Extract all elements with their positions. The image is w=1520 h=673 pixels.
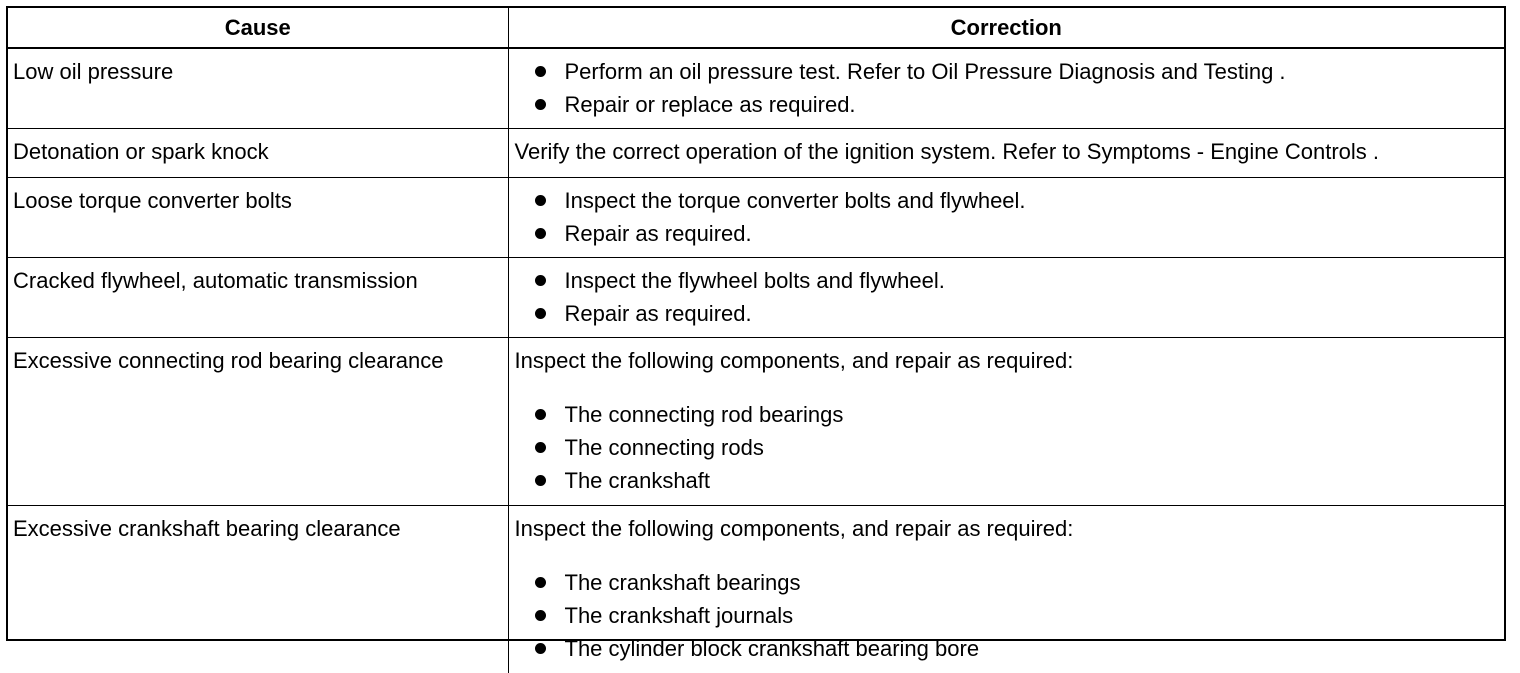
cause-cell: Excessive connecting rod bearing clearance (8, 338, 508, 506)
bullet-list (515, 566, 1497, 665)
list-item (515, 599, 1497, 632)
bullet-icon (535, 475, 546, 486)
list-item-text: The connecting rods (565, 435, 764, 460)
header-row (8, 8, 1504, 48)
diagnostic-table (8, 8, 1504, 673)
bullet-icon (535, 66, 546, 77)
list-item (515, 566, 1497, 599)
list-item (515, 431, 1497, 464)
list-item-text: The connecting rod bearings (565, 402, 844, 427)
list-item (515, 464, 1497, 497)
correction-text: Verify the correct operation of the ignition system. Refer to Symptoms - Engine Controls . (515, 135, 1497, 168)
list-item-text: Inspect the flywheel bolts and flywheel. (565, 268, 945, 293)
list-item (515, 297, 1497, 330)
list-item-text: Inspect the torque converter bolts and flywheel. (565, 188, 1026, 213)
list-item-text: Perform an oil pressure test. Refer to Oil Pressure Diagnosis and Testing . (565, 59, 1286, 84)
list-item-text: Repair as required. (565, 301, 752, 326)
list-item-text: Repair or replace as required. (565, 92, 856, 117)
correction-cell (508, 48, 1504, 129)
header-correction: Correction (508, 8, 1504, 48)
cause-cell: Cracked flywheel, automatic transmission (8, 258, 508, 338)
list-item (515, 184, 1497, 217)
bullet-list (515, 264, 1497, 330)
list-item-text: The crankshaft journals (565, 603, 794, 628)
correction-cell (508, 338, 1504, 506)
bullet-icon (535, 275, 546, 286)
bullet-list (515, 398, 1497, 497)
header-cause: Cause (8, 8, 508, 48)
bullet-icon (535, 577, 546, 588)
correction-text: Inspect the following components, and repair as required: (515, 344, 1497, 377)
correction-cell (508, 178, 1504, 258)
table-row (8, 506, 1504, 673)
list-item-text: Repair as required. (565, 221, 752, 246)
correction-cell (508, 258, 1504, 338)
bullet-icon (535, 610, 546, 621)
table-row (8, 178, 1504, 258)
correction-cell (508, 506, 1504, 673)
bullet-icon (535, 643, 546, 654)
cause-cell: Excessive crankshaft bearing clearance (8, 506, 508, 673)
bullet-icon (535, 442, 546, 453)
table-row (8, 129, 1504, 178)
table-row (8, 338, 1504, 506)
list-item-text: The crankshaft (565, 468, 711, 493)
correction-text: Inspect the following components, and repair as required: (515, 512, 1497, 545)
bullet-icon (535, 228, 546, 239)
list-item (515, 217, 1497, 250)
bullet-icon (535, 195, 546, 206)
list-item-text: The cylinder block crankshaft bearing bore (565, 636, 980, 661)
correction-cell (508, 129, 1504, 178)
bullet-list (515, 55, 1497, 121)
bullet-icon (535, 308, 546, 319)
list-item-text: The crankshaft bearings (565, 570, 801, 595)
list-item (515, 398, 1497, 431)
cause-cell: Low oil pressure (8, 48, 508, 129)
bullet-list (515, 184, 1497, 250)
table-row (8, 48, 1504, 129)
diagnostic-table-frame (6, 6, 1506, 641)
bullet-icon (535, 99, 546, 110)
list-item (515, 88, 1497, 121)
list-item (515, 55, 1497, 88)
cause-cell: Detonation or spark knock (8, 129, 508, 178)
list-item (515, 264, 1497, 297)
bullet-icon (535, 409, 546, 420)
table-row (8, 258, 1504, 338)
list-item (515, 632, 1497, 665)
cause-cell: Loose torque converter bolts (8, 178, 508, 258)
